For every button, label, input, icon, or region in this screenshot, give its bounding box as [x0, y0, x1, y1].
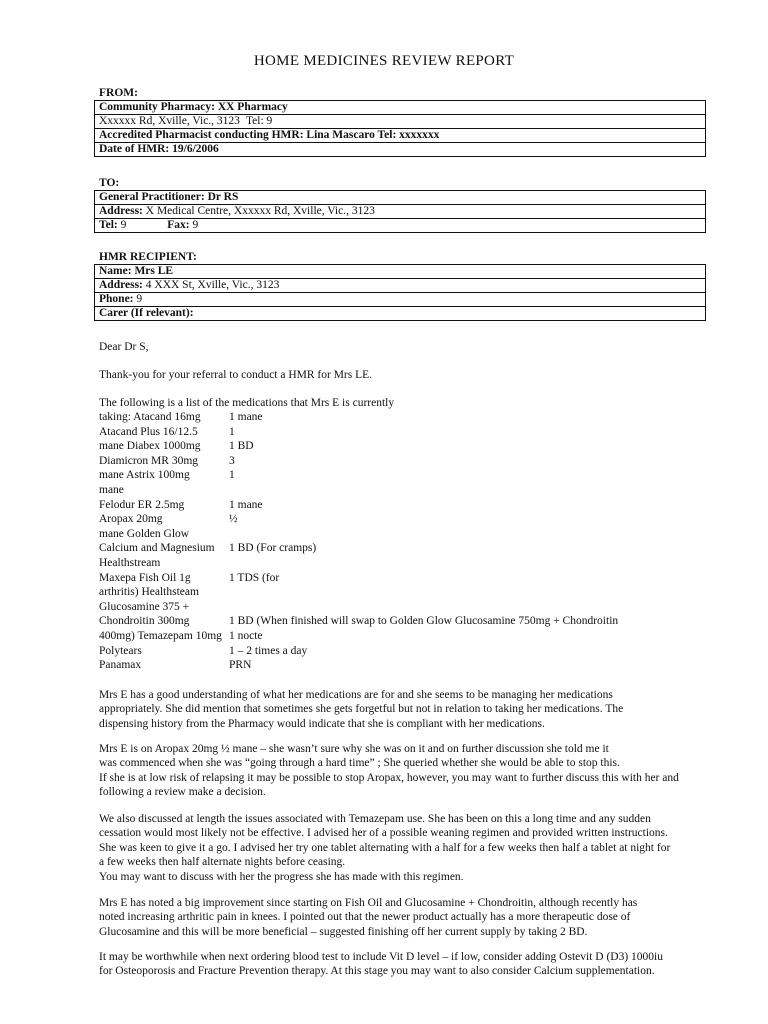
paragraph-line: Mrs E is on Aropax 20mg ½ mane – she wasn’t sure why she was on it and on further discussion she told me it — [99, 743, 609, 755]
recipient-name: Name: Mrs LE — [95, 265, 706, 279]
pharmacist-name: Accredited Pharmacist conducting HMR: Lina Mascaro Tel: xxxxxxx — [95, 129, 706, 143]
paragraph-line: following a review make a decision. — [99, 786, 266, 799]
medication-line-left: Calcium and Magnesium — [99, 542, 215, 555]
paragraph-line: cessation would most likely not be effective. I advised her of a possible weaning regimen and provided written instructions. — [99, 827, 668, 840]
pharmacy-name: Community Pharmacy: XX Pharmacy — [95, 101, 706, 115]
medication-line-dose: 1 mane — [229, 498, 263, 511]
intro-text: Thank-you for your referral to conduct a HMR for Mrs LE. — [99, 369, 373, 381]
medication-line-dose: 1 — [229, 425, 235, 438]
recipient-label: HMR RECIPIENT: — [99, 251, 197, 263]
paragraph-line: dispensing history from the Pharmacy would indicate that she is compliant with her medications. — [99, 717, 545, 730]
medication-line-left: mane — [99, 484, 124, 496]
medication-line-left: Maxepa Fish Oil 1g — [99, 571, 191, 584]
hmr-date: Date of HMR: 19/6/2006 — [95, 143, 706, 157]
gp-fax-label: Fax: — [167, 219, 190, 231]
medication-line-left: mane Diabex 1000mg — [99, 440, 201, 453]
recipient-address-label: Address: — [99, 279, 143, 291]
medication-line-dose: 1 mane — [229, 411, 263, 423]
medication-line-left: Glucosamine 375 + — [99, 600, 190, 613]
medication-line-dose: ½ — [229, 513, 238, 526]
recipient-address: 4 XXX St, Xville, Vic., 3123 — [145, 279, 280, 291]
pharmacy-address: Xxxxxx Rd, Xville, Vic., 3123 — [99, 115, 240, 127]
gp-address: X Medical Centre, Xxxxxx Rd, Xville, Vic., 3123 — [145, 205, 375, 217]
pharmacy-tel: Tel: 9 — [245, 115, 273, 127]
paragraph-line: a few weeks then half alternate nights before ceasing. — [99, 856, 346, 869]
medication-line-left: mane Astrix 100mg — [99, 469, 190, 482]
paragraph-line: If she is at low risk of relapsing it may be possible to stop Aropax, however, you may want to further discuss this with her and — [99, 771, 679, 784]
paragraph-line: We also discussed at length the issues associated with Temazepam use. She has been on this a long time and any sudden — [99, 813, 651, 825]
to-box — [94, 190, 706, 233]
paragraph-line: Glucosamine and this will be more beneficial – suggested finishing off her current supply by taking 2 BD. — [99, 925, 588, 938]
carer-row: Carer (If relevant): — [95, 307, 706, 321]
medication-line-left: Panamax — [99, 659, 142, 672]
paragraph-line: for Osteoporosis and Fracture Prevention therapy. At this stage you may want to also consider Calcium supplementation. — [99, 965, 655, 978]
medication-line-left: Polytears — [99, 644, 142, 657]
medication-line-dose: 1 TDS (for — [229, 571, 280, 584]
medication-line-left: Healthstream — [99, 557, 161, 569]
paragraph-line: appropriately. She did mention that sometimes she gets forgetful but not in relation to taking her medications. The — [99, 703, 624, 716]
medication-line-dose: 1 BD (For cramps) — [229, 542, 317, 555]
medication-line-dose: 1 BD — [229, 440, 254, 453]
from-label: FROM: — [99, 87, 138, 99]
from-box — [94, 100, 706, 157]
medication-list-intro: The following is a list of the medications that Mrs E is currently — [99, 397, 395, 409]
medication-line-dose: 3 — [229, 454, 235, 467]
medication-line-dose: 1 — [229, 469, 235, 482]
page-title: HOME MEDICINES REVIEW REPORT — [253, 53, 515, 69]
medication-line-left: 400mg) Temazepam 10mg — [99, 630, 222, 642]
gp-fax: 9 — [192, 219, 199, 231]
gp-address-label: Address: — [99, 205, 143, 217]
medication-line-dose: 1 nocte — [229, 630, 263, 642]
medication-line-left: taking: Atacand 16mg — [99, 411, 201, 423]
paragraph-line: It may be worthwhile when next ordering blood test to include Vit D level – if low, consider adding Ostevit D (D3) 1000iu — [99, 951, 663, 963]
medication-line-left: arthritis) Healthsteam — [99, 586, 199, 599]
medication-line-left: Atacand Plus 16/12.5 — [99, 425, 198, 438]
medication-line-left: Chondroitin 300mg — [99, 615, 190, 628]
medication-line-left: Diamicron MR 30mg — [99, 454, 199, 467]
gp-address-row — [95, 205, 706, 219]
gp-contact-row — [95, 219, 706, 233]
recipient-address-row — [95, 279, 706, 293]
pharmacy-address-row — [95, 115, 706, 129]
paragraph-line: Mrs E has noted a big improvement since starting on Fish Oil and Glucosamine + Chondroitin, although recently has — [99, 897, 638, 909]
salutation: Dear Dr S, — [99, 341, 149, 353]
medication-line-dose: PRN — [229, 659, 252, 672]
medication-line-left: Felodur ER 2.5mg — [99, 498, 185, 511]
recipient-phone: 9 — [136, 293, 143, 305]
recipient-phone-label: Phone: — [99, 293, 134, 305]
paragraph-line: She was keen to give it a go. I advised her try one tablet alternating with a half for a few weeks then half a tablet at night for — [99, 841, 671, 854]
gp-tel: 9 — [120, 219, 127, 231]
gp-tel-label: Tel: — [99, 219, 118, 231]
to-label: TO: — [99, 177, 120, 189]
medication-line-left: Aropax 20mg — [99, 513, 163, 526]
medication-line-dose: 1 – 2 times a day — [229, 644, 308, 657]
paragraph-line: noted increasing arthritic pain in knees. I pointed out that the newer product actually has a more therapeutic dose of — [99, 911, 631, 924]
medication-line-dose: 1 BD (When finished will swap to Golden Glow Glucosamine 750mg + Chondroitin — [229, 615, 619, 628]
recipient-phone-row — [95, 293, 706, 307]
paragraph-line: was commenced when she was “going through a hard time” ; She queried whether she would be able to stop this. — [99, 757, 620, 770]
medication-line-left: mane Golden Glow — [99, 527, 190, 540]
paragraph-line: You may want to discuss with her the progress she has made with this regimen. — [99, 870, 464, 883]
recipient-box — [94, 264, 706, 321]
paragraph-line: Mrs E has a good understanding of what her medications are for and she seems to be managing her medications — [99, 689, 613, 701]
gp-name: General Practitioner: Dr RS — [95, 191, 706, 205]
